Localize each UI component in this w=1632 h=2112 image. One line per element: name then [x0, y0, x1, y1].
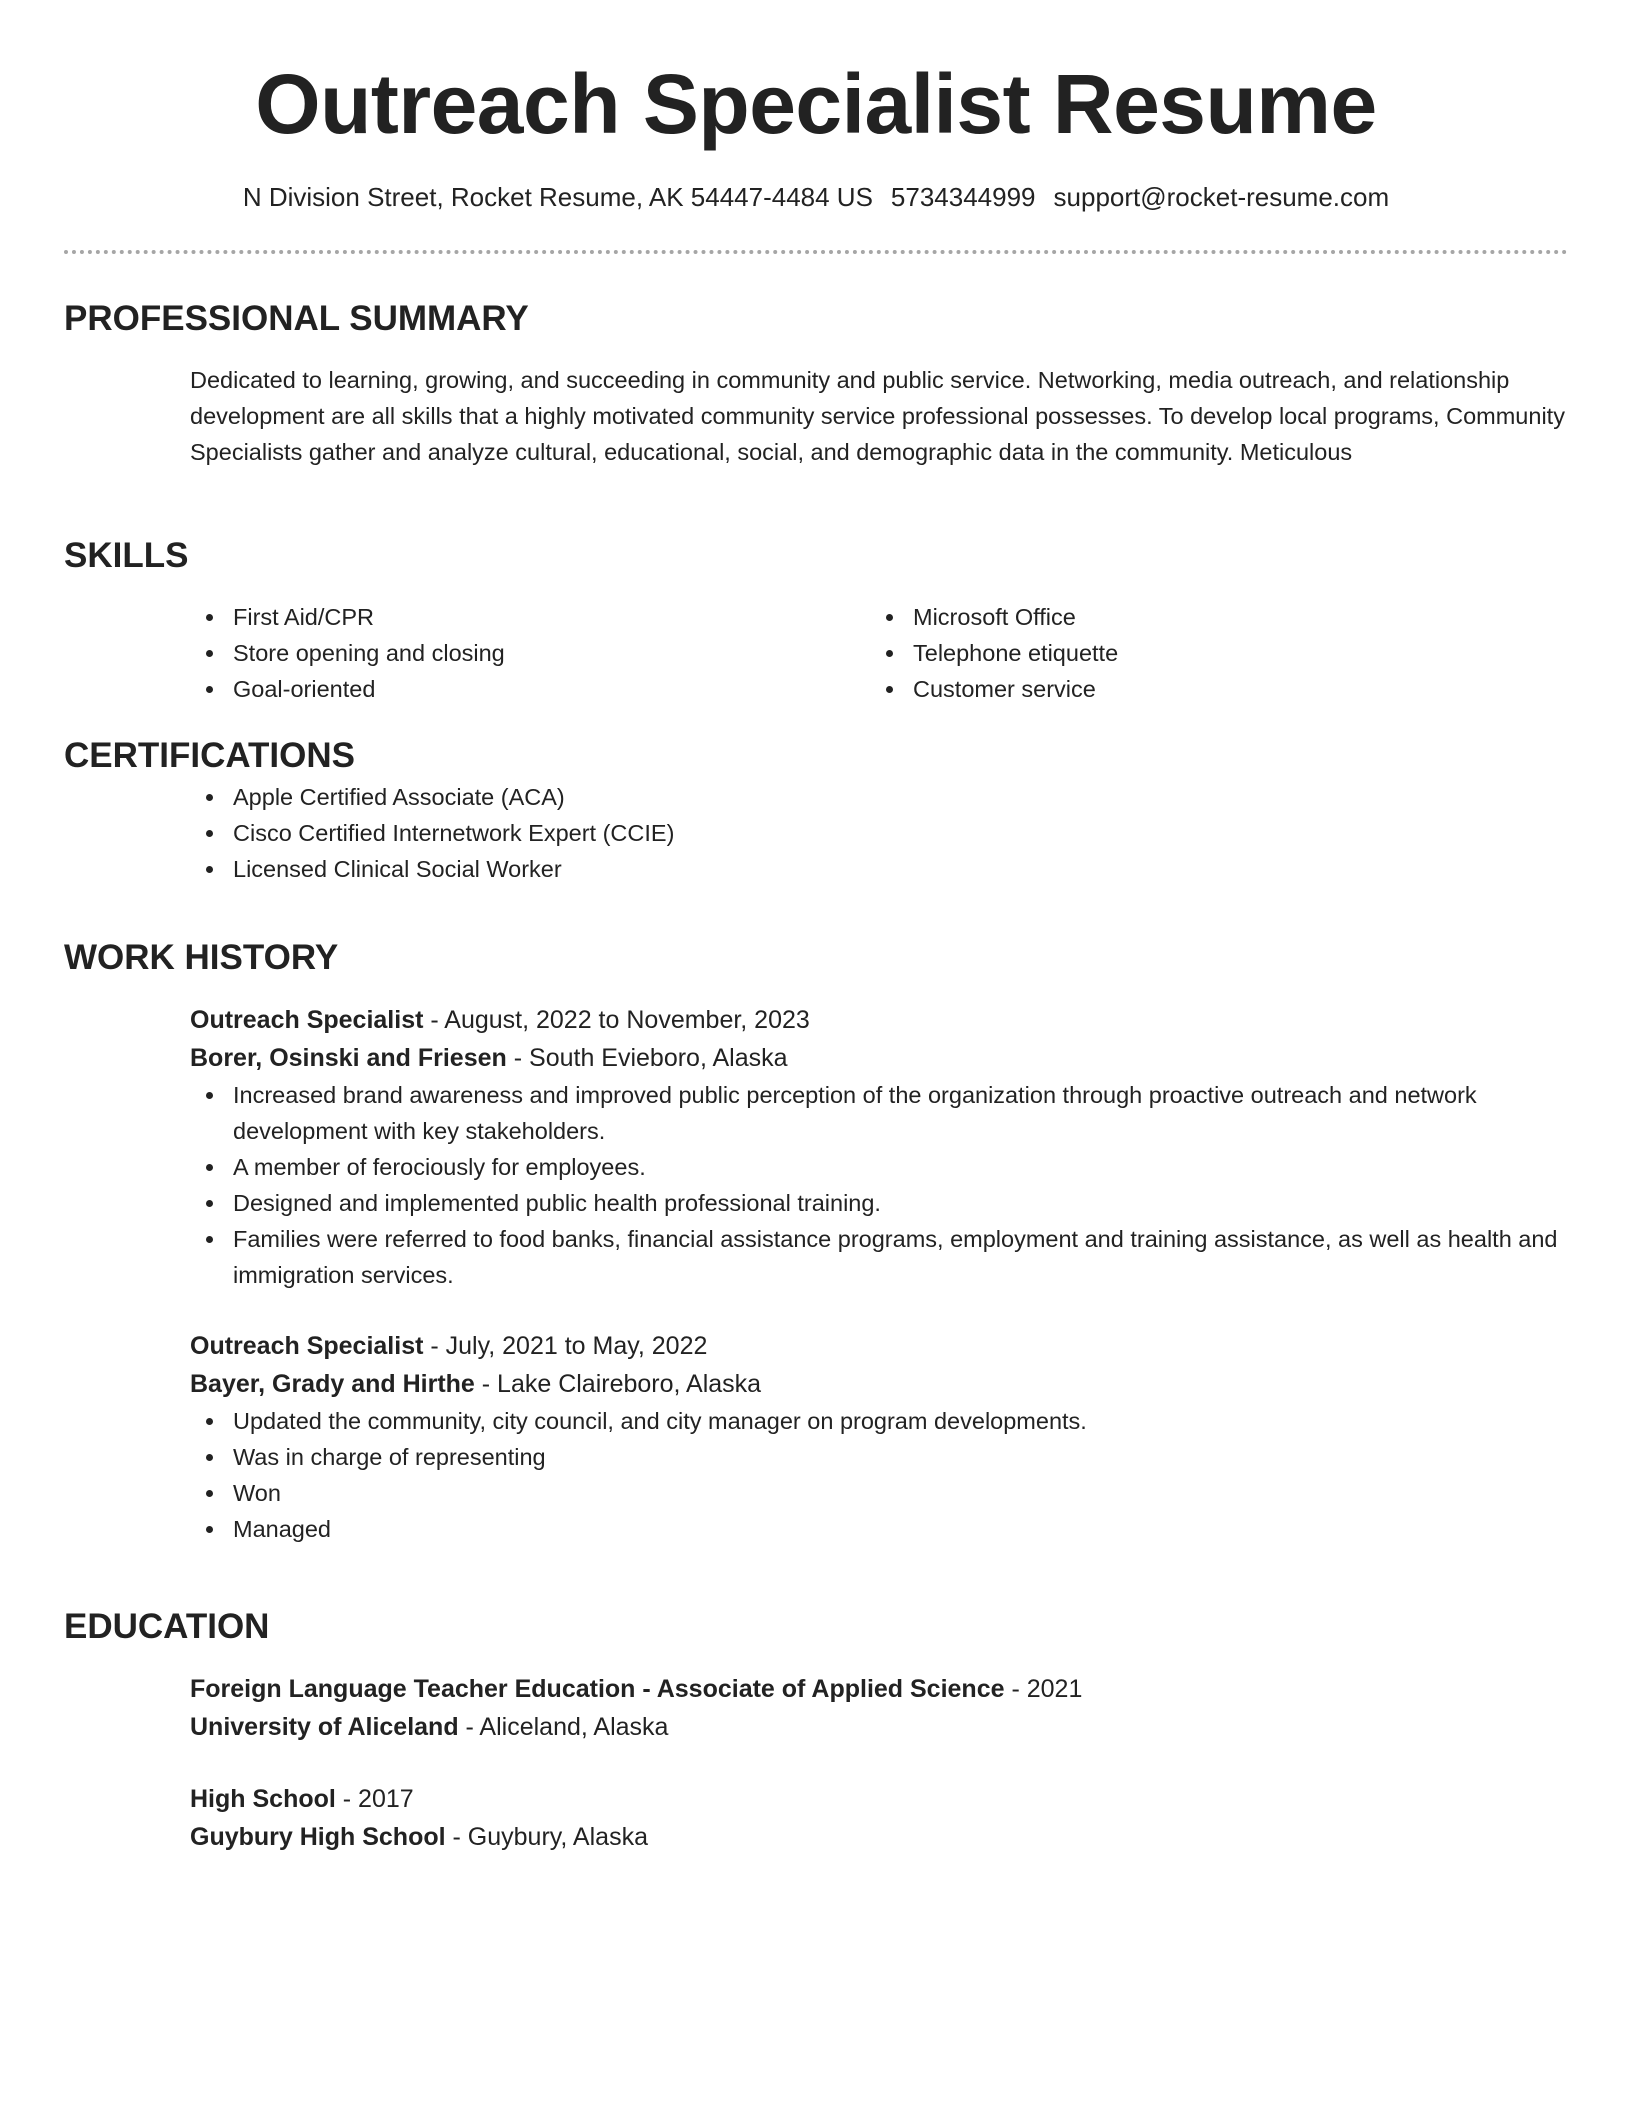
education-school-line: [190, 1708, 1568, 1746]
job-title: Outreach Specialist: [190, 1332, 424, 1360]
job-entry: [190, 1327, 1568, 1547]
skill-item: Store opening and closing: [190, 635, 870, 671]
job-bullet: A member of ferociously for employees.: [190, 1149, 1572, 1185]
job-bullets: [190, 1077, 1572, 1293]
skill-item: First Aid/CPR: [190, 599, 870, 635]
education-degree: Foreign Language Teacher Education - Associate of Applied Science: [190, 1675, 1005, 1703]
skills-heading: SKILLS: [64, 536, 189, 575]
education-year: - 2021: [1004, 1675, 1083, 1703]
education-school: Guybury High School: [190, 1823, 446, 1851]
education-degree-line: [190, 1780, 1568, 1818]
skills-list-left: [190, 599, 870, 707]
job-location: - South Evieboro, Alaska: [506, 1044, 788, 1072]
resume-title: Outreach Specialist Resume: [255, 57, 1377, 151]
job-company-line: [190, 1039, 1568, 1077]
header-divider: [64, 250, 1568, 254]
education-location: - Guybury, Alaska: [445, 1823, 648, 1851]
education-section: [64, 1604, 1568, 1856]
work-history-heading: WORK HISTORY: [64, 938, 339, 977]
education-heading: EDUCATION: [64, 1607, 270, 1646]
job-bullet: Was in charge of representing: [190, 1439, 1572, 1475]
contact-address: N Division Street, Rocket Resume, AK 54447-4484 US: [242, 182, 873, 212]
job-bullets: [190, 1403, 1572, 1547]
job-bullet: Designed and implemented public health professional training.: [190, 1185, 1572, 1221]
job-dates: - July, 2021 to May, 2022: [423, 1332, 708, 1360]
education-entry: [190, 1670, 1568, 1746]
certifications-heading: CERTIFICATIONS: [64, 736, 356, 775]
education-degree: High School: [190, 1785, 336, 1813]
education-degree-line: [190, 1670, 1568, 1708]
contact-phone: 5734344999: [890, 182, 1036, 212]
certification-item: Apple Certified Associate (ACA): [190, 779, 1568, 815]
summary-text: Dedicated to learning, growing, and succeeding in community and public service. Networking, media outreach, and relationship development are all skills that a highly motivated community service professional possesses. To develop local programs, Community Specialists gather and analyze cultural, educational, social, and demographic data in the community. Meticulous: [190, 367, 1565, 465]
job-company-line: [190, 1365, 1568, 1403]
job-bullet: Managed: [190, 1511, 1572, 1547]
summary-section: [64, 296, 1568, 470]
job-bullet: Won: [190, 1475, 1572, 1511]
job-bullet: Updated the community, city council, and city manager on program developments.: [190, 1403, 1572, 1439]
education-school-line: [190, 1818, 1568, 1856]
education-year: - 2017: [335, 1785, 414, 1813]
education-location: - Aliceland, Alaska: [458, 1713, 669, 1741]
education-entry: [190, 1780, 1568, 1856]
job-location: - Lake Claireboro, Alaska: [474, 1370, 762, 1398]
skill-item: Microsoft Office: [870, 599, 1550, 635]
job-bullet: Increased brand awareness and improved public perception of the organization through proactive outreach and network development with key stakeholders.: [190, 1077, 1572, 1149]
contact-line: [0, 178, 1632, 216]
skills-columns: [190, 599, 1568, 707]
job-title: Outreach Specialist: [190, 1006, 424, 1034]
skill-item: Customer service: [870, 671, 1550, 707]
job-company: Borer, Osinski and Friesen: [190, 1044, 507, 1072]
education-school: University of Aliceland: [190, 1713, 459, 1741]
certifications-section: [64, 733, 1568, 887]
job-dates: - August, 2022 to November, 2023: [423, 1006, 810, 1034]
job-entry: [190, 1001, 1568, 1293]
job-company: Bayer, Grady and Hirthe: [190, 1370, 475, 1398]
work-history-section: [64, 935, 1568, 1547]
summary-heading: PROFESSIONAL SUMMARY: [64, 299, 529, 338]
job-title-line: [190, 1327, 1568, 1365]
job-bullet: Families were referred to food banks, financial assistance programs, employment and training assistance, as well as health and immigration services.: [190, 1221, 1572, 1293]
skills-list-right: [870, 599, 1550, 707]
skill-item: Telephone etiquette: [870, 635, 1550, 671]
certification-item: Licensed Clinical Social Worker: [190, 851, 1568, 887]
contact-email: support@rocket-resume.com: [1053, 182, 1390, 212]
certification-item: Cisco Certified Internetwork Expert (CCIE): [190, 815, 1568, 851]
certifications-list: [190, 779, 1568, 887]
skill-item: Goal-oriented: [190, 671, 870, 707]
skills-section: [64, 533, 1568, 707]
job-title-line: [190, 1001, 1568, 1039]
